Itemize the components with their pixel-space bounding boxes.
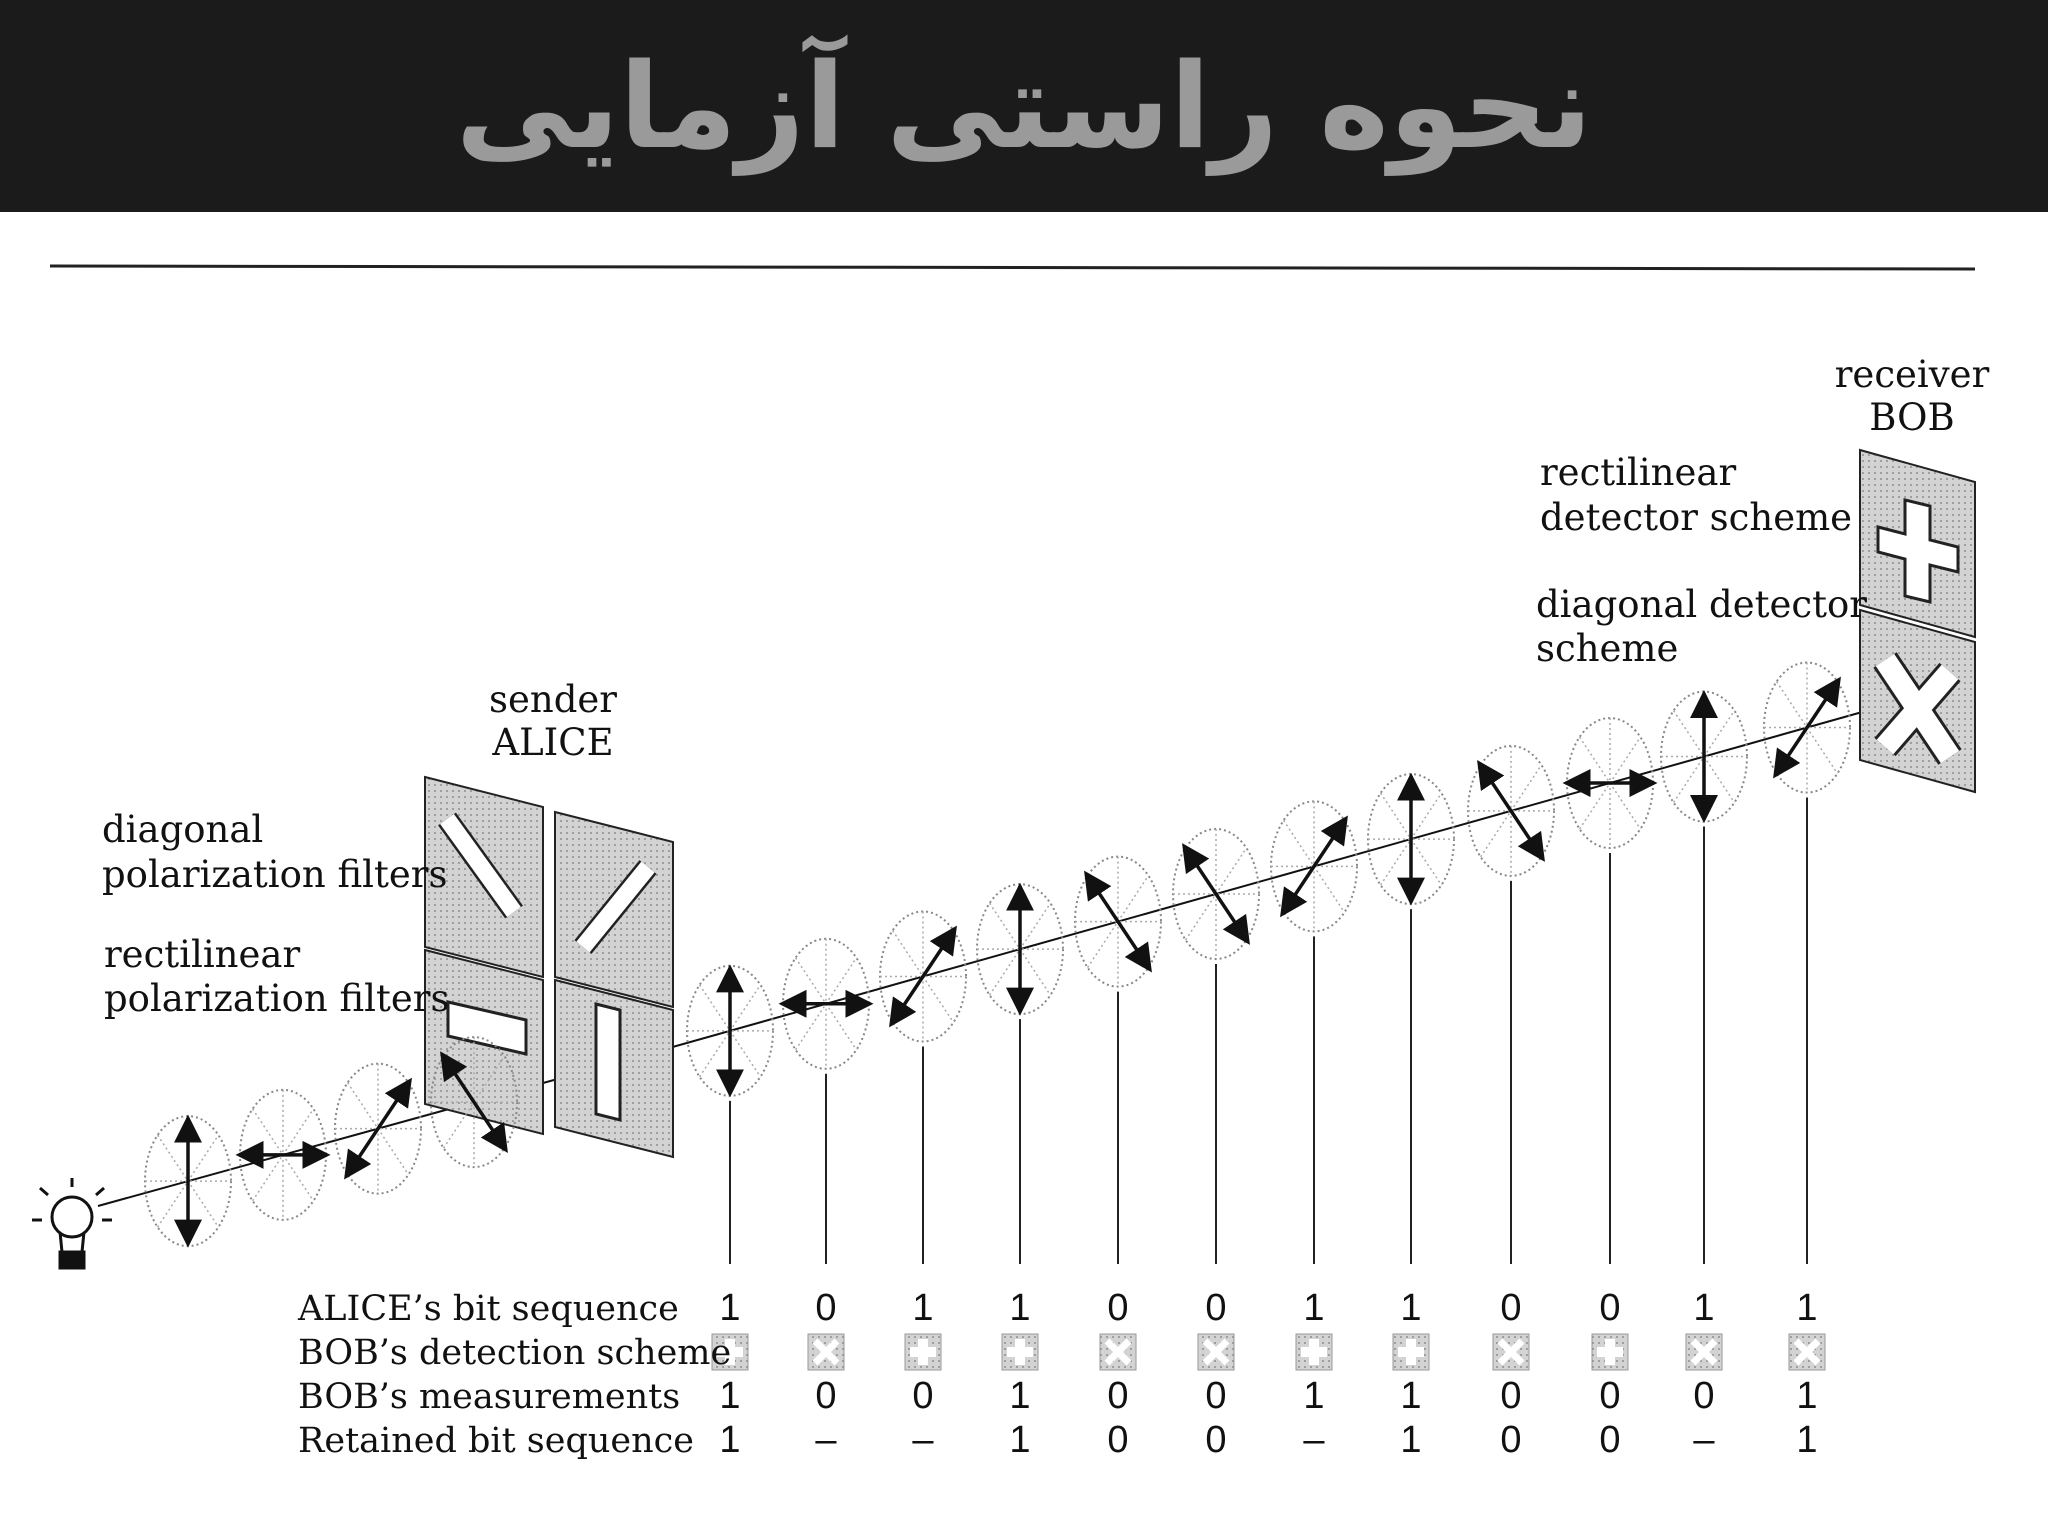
- photon-1: [687, 966, 773, 1096]
- retained-bit: 1: [719, 1419, 741, 1461]
- bob-measurement: 1: [1009, 1375, 1031, 1417]
- photon-2: [782, 939, 870, 1069]
- alice-bit: 1: [912, 1287, 934, 1329]
- alice-bit: 0: [815, 1287, 837, 1329]
- diagonal-detector-label-2: scheme: [1536, 627, 1679, 670]
- retained-bit: 0: [1599, 1419, 1621, 1461]
- x-icon: [1686, 1334, 1722, 1370]
- photon-11: [1661, 692, 1747, 822]
- x-icon: [1100, 1334, 1136, 1370]
- plus-icon: [1296, 1334, 1332, 1370]
- alice-bit: 1: [1796, 1287, 1818, 1329]
- plus-icon: [1002, 1334, 1038, 1370]
- bob-measurement: 1: [1303, 1375, 1325, 1417]
- rectilinear-filters-label: rectilinear: [104, 933, 301, 976]
- photon-5: [1075, 857, 1161, 987]
- bob-measurement: 0: [1107, 1375, 1129, 1417]
- x-icon: [1198, 1334, 1234, 1370]
- source-photon-1: [145, 1116, 231, 1246]
- retained-bit: –: [815, 1419, 837, 1461]
- retained-bit: –: [1303, 1419, 1325, 1461]
- alice-bit: 0: [1599, 1287, 1621, 1329]
- row-label-retained: Retained bit sequence: [298, 1421, 694, 1461]
- bob-measurement: 0: [1693, 1375, 1715, 1417]
- retained-bit: 1: [1796, 1419, 1818, 1461]
- alice-bit: 1: [1400, 1287, 1422, 1329]
- rectilinear-detector-label: rectilinear: [1540, 451, 1737, 494]
- diagonal-detector-label: diagonal detector: [1536, 583, 1867, 626]
- top-rule: [50, 266, 1975, 269]
- bob-measurement: 0: [1500, 1375, 1522, 1417]
- x-icon: [1789, 1334, 1825, 1370]
- diagonal-filters-label: diagonal: [102, 808, 264, 851]
- plus-icon: [1393, 1334, 1429, 1370]
- retained-bit: 1: [1400, 1419, 1422, 1461]
- row-label-bob-scheme: BOB’s detection scheme: [298, 1333, 732, 1373]
- photon-4: [977, 884, 1063, 1014]
- bob-measurement: 1: [1400, 1375, 1422, 1417]
- alice-label: ALICE: [492, 721, 614, 764]
- quantum-key-distribution-diagram: [0, 212, 2048, 1536]
- page-title: نحوه راستی آزمایی: [455, 37, 1593, 175]
- photon-8: [1368, 774, 1454, 904]
- retained-bit: 1: [1009, 1419, 1031, 1461]
- bob-measurement: 0: [1205, 1375, 1227, 1417]
- alice-bit: 1: [1693, 1287, 1715, 1329]
- plus-icon: [905, 1334, 941, 1370]
- bob-detector-panels: [1860, 450, 1975, 792]
- alice-bit: 0: [1500, 1287, 1522, 1329]
- sender-label: sender: [489, 678, 617, 721]
- diagonal-filters-label-2: polarization filters: [102, 853, 448, 896]
- bob-measurement: 0: [1599, 1375, 1621, 1417]
- rectilinear-detector-label-2: detector scheme: [1540, 496, 1853, 539]
- bob-measurement: 1: [1796, 1375, 1818, 1417]
- retained-bit: –: [912, 1419, 934, 1461]
- photon-10: [1566, 718, 1654, 848]
- rectilinear-filters-label-2: polarization filters: [104, 977, 450, 1020]
- bit-table: [712, 798, 1825, 1461]
- bob-measurement: 0: [912, 1375, 934, 1417]
- alice-filter-panels: [425, 777, 673, 1157]
- photon-12: [1764, 663, 1850, 793]
- alice-bit: 1: [719, 1287, 741, 1329]
- retained-bit: 0: [1107, 1419, 1129, 1461]
- alice-bit: 0: [1205, 1287, 1227, 1329]
- photons-layer: [145, 663, 1850, 1247]
- photon-6: [1173, 829, 1259, 959]
- plus-icon: [1592, 1334, 1628, 1370]
- title-banner: [0, 0, 2048, 212]
- bob-measurement: 0: [815, 1375, 837, 1417]
- receiver-label: receiver: [1834, 353, 1990, 396]
- alice-bit: 0: [1107, 1287, 1129, 1329]
- photon-9: [1468, 746, 1554, 876]
- light-bulb-icon: [32, 1178, 112, 1268]
- source-photon-3: [335, 1064, 421, 1194]
- bob-measurement: 1: [719, 1375, 741, 1417]
- bob-label: BOB: [1869, 396, 1955, 439]
- alice-bit: 1: [1009, 1287, 1031, 1329]
- retained-bit: 0: [1500, 1419, 1522, 1461]
- retained-bit: 0: [1205, 1419, 1227, 1461]
- photon-7: [1271, 801, 1357, 931]
- x-icon: [808, 1334, 844, 1370]
- retained-bit: –: [1693, 1419, 1715, 1461]
- row-label-bob-measurements: BOB’s measurements: [298, 1377, 681, 1417]
- x-icon: [1493, 1334, 1529, 1370]
- photon-3: [880, 911, 966, 1041]
- source-photon-2: [239, 1090, 327, 1220]
- alice-bit: 1: [1303, 1287, 1325, 1329]
- row-label-alice-bits: ALICE’s bit sequence: [298, 1289, 679, 1329]
